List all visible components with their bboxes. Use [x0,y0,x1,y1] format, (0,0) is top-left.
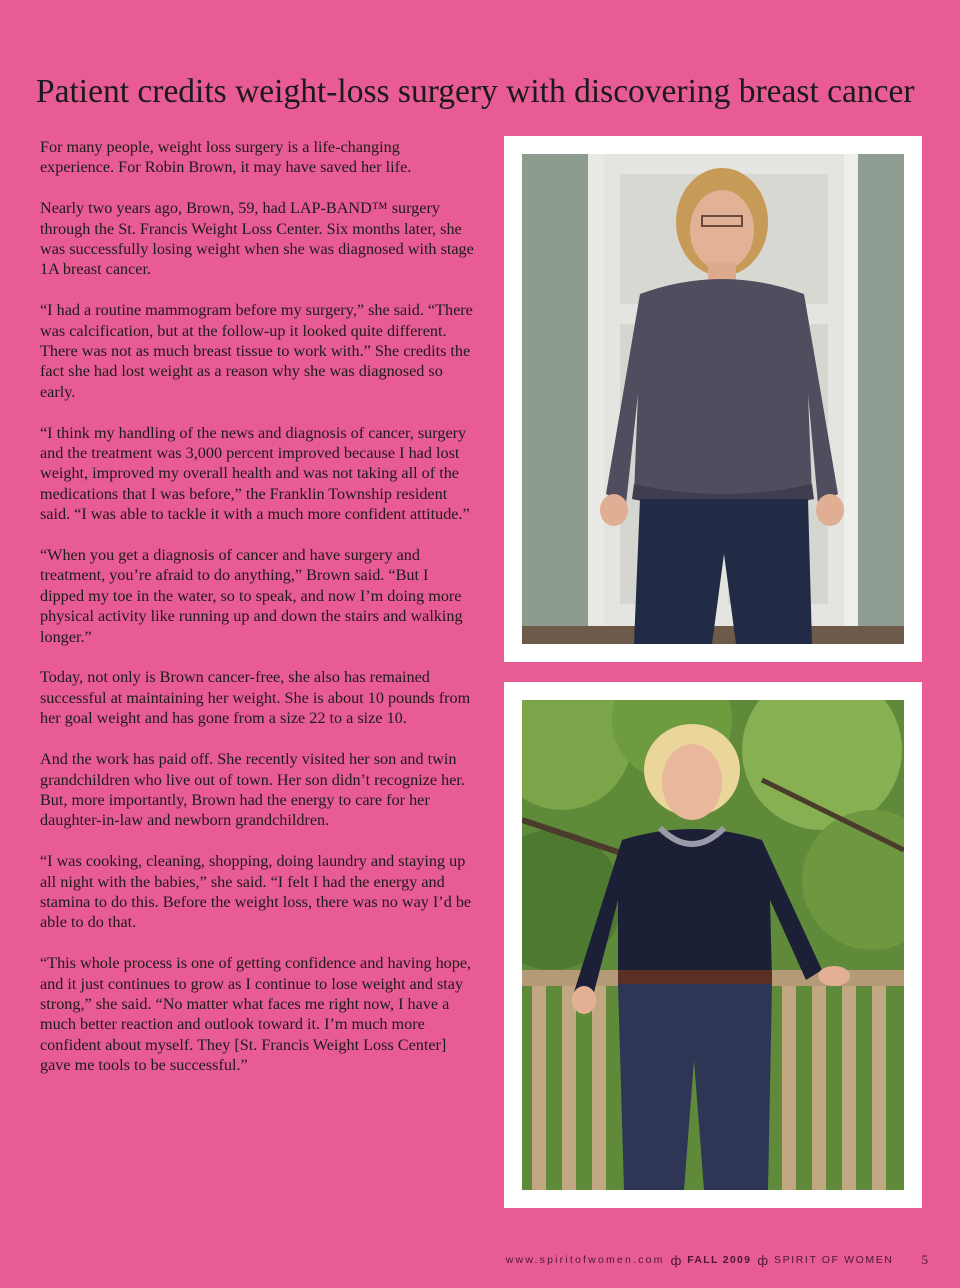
article-paragraph: And the work has paid off. She recently visited her son and twin grandchildren who live out of town. Her son didn’t recognize her. But, more importantly, Brown had the energy to care for her daughter-in-law and newborn grandchildren. [40,750,465,830]
article-body [40,137,476,1096]
before-photo-image [522,154,904,644]
footer-separator: ф [670,1252,682,1268]
before-photo [522,154,904,644]
page-footer [0,1250,960,1270]
article-paragraph: Today, not only is Brown cancer-free, she also has remained successful at maintaining her weight. She is about 10 pounds from her goal weight and has gone from a size 22 to a size 10. [40,668,471,728]
footer-separator: ф [757,1252,769,1268]
article-paragraph: “This whole process is one of getting confidence and having hope, and it just continues to grow as I continue to lose weight and stay strong,” she said. “No matter what faces me right now, I have a much better reaction and outlook toward it. I’m much more confident about myself. They [St. Francis Weight Loss Center] gave me tools to be successful.” [40,954,472,1075]
article-paragraph: For many people, weight loss surgery is a life-changing experience. For Robin Brown, it may have saved her life. [40,138,412,177]
before-photo-frame [504,136,922,662]
footer-issue: FALL 2009 [687,1254,752,1266]
article-paragraph: Nearly two years ago, Brown, 59, had LAP-BAND™ surgery through the St. Francis Weight Loss Center. Six months later, she was successfully losing weight when she was diagnosed with stage 1A breast cancer. [40,199,474,279]
after-photo-frame [504,682,922,1208]
article-paragraph: “When you get a diagnosis of cancer and have surgery and treatment, you’re afraid to do anything,” Brown said. “But I dipped my toe in the water, so to speak, and now I’m doing more physical activity like running up and down the stairs and walking longer.” [40,546,463,646]
article-title: Patient credits weight-loss surgery with discovering breast cancer [36,73,915,110]
footer-magazine-name: SPIRIT OF WOMEN [774,1254,894,1266]
footer-website: www.spiritofwomen.com [505,1254,665,1266]
article-paragraph: “I was cooking, cleaning, shopping, doing laundry and staying up all night with the babies,” she said. “I felt I had the energy and stamina to do this. Before the weight loss, there was no way I’d be able to do that. [40,852,472,932]
after-photo-image [522,700,904,1190]
article-paragraph: “I had a routine mammogram before my surgery,” she said. “There was calcification, but at the follow-up it looked quite different. There was not as much breast tissue to work with.” She credits the fact she had lost weight as a reason why she was diagnosed so early. [40,301,473,401]
page-number: 5 [921,1252,928,1267]
article-paragraph: “I think my handling of the news and diagnosis of cancer, surgery and the treatment was 3,000 percent improved because I had lost weight, improved my overall health and was not taking all of the medications that I was before,” the Franklin Township resident said. “I was able to tackle it with a much more confident attitude.” [40,423,470,524]
after-photo [522,700,904,1190]
